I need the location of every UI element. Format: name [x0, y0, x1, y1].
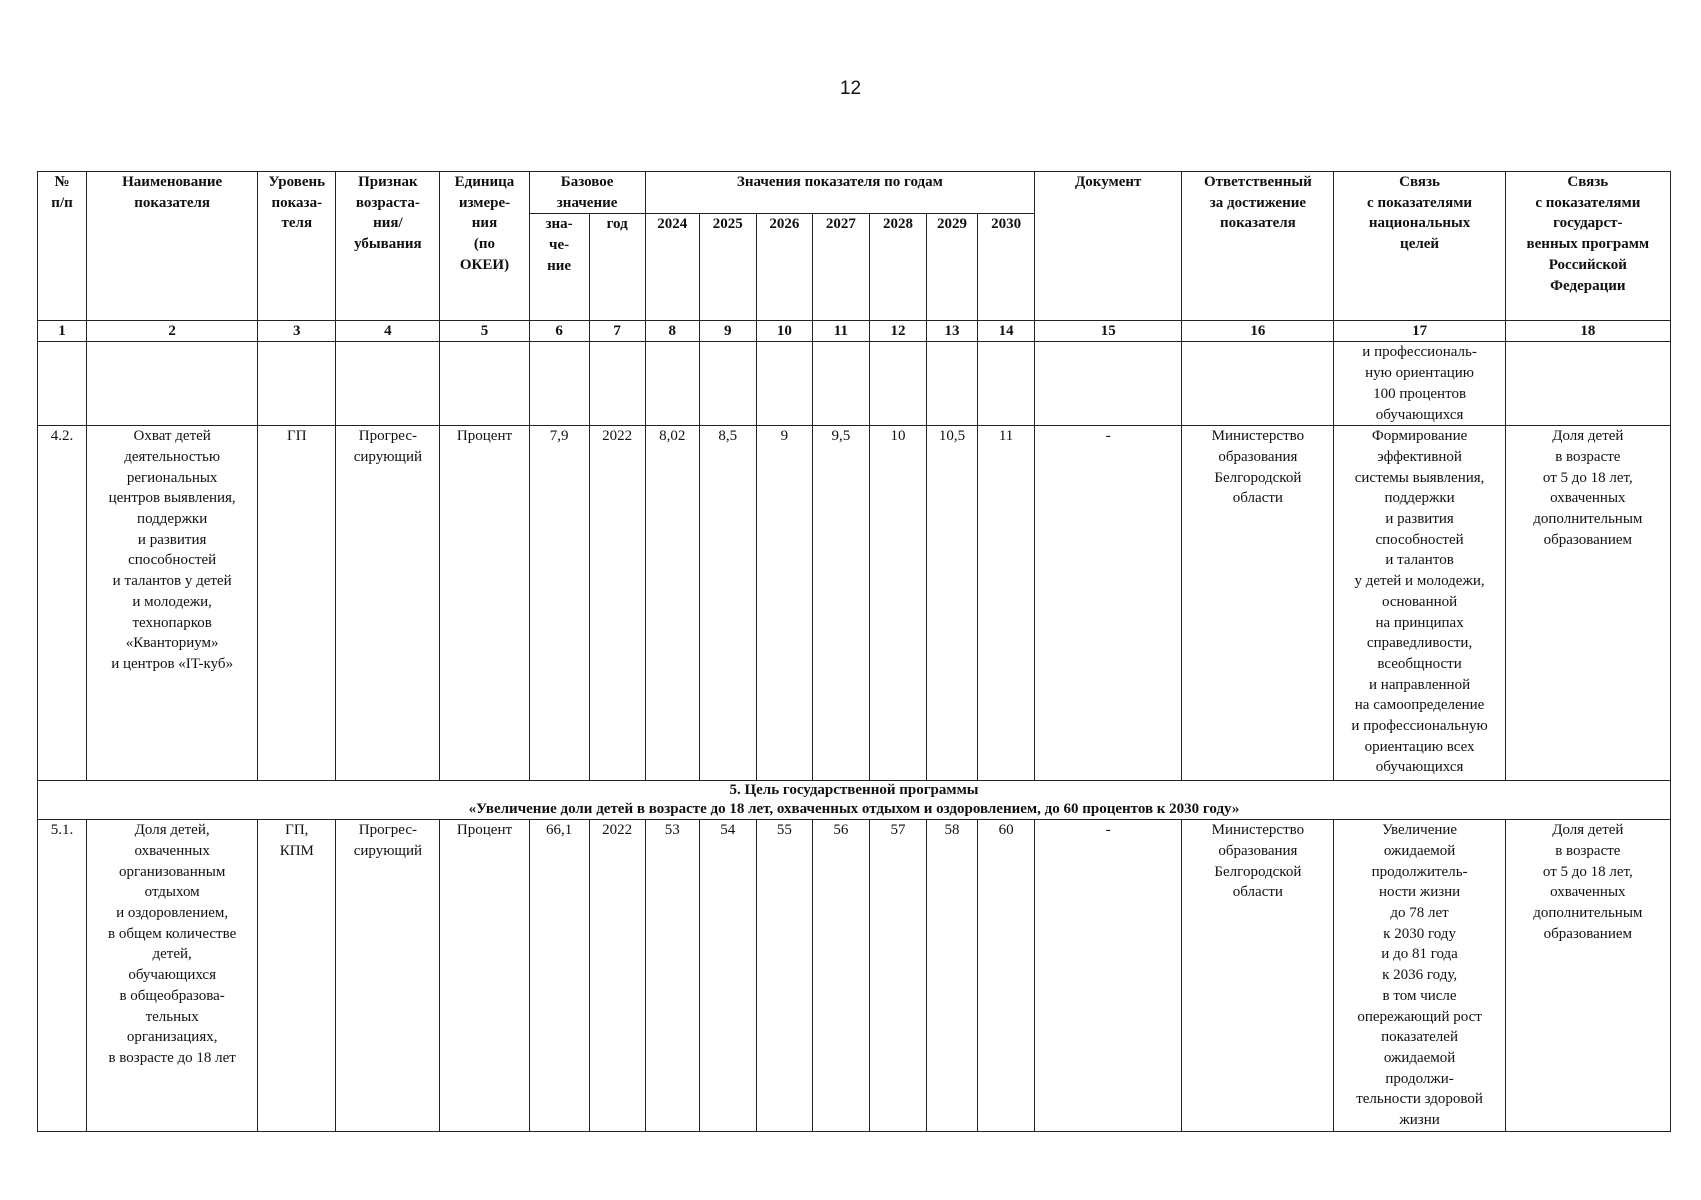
column-number: 13 [926, 321, 977, 342]
header-year: 2030 [978, 214, 1035, 321]
empty-cell [529, 342, 589, 426]
text-line: Связь [1399, 174, 1440, 190]
header-document: Документ [1035, 172, 1182, 321]
goal-description: «Увеличение доли детей в возрасте до 18 лет, охваченных отдыхом и оздоровлением, до 60 процентов к 2030 году» [468, 801, 1240, 818]
text-line: Базовое [560, 174, 614, 190]
text-line: Прогрес- [358, 822, 417, 839]
text-line: от 5 до 18 лет, [1542, 863, 1633, 880]
empty-cell [440, 342, 529, 426]
text-line: ориентацию всех [1364, 738, 1475, 755]
text-line: в возрасте [1555, 842, 1621, 859]
text-line: основанной [1381, 593, 1458, 610]
column-number: 10 [756, 321, 812, 342]
text-line: организациях, [126, 1029, 218, 1046]
year-value: 10 [869, 426, 926, 781]
text-line: № [54, 174, 70, 190]
text-line: и развития [137, 531, 207, 548]
text-line: и профессиональную [1351, 718, 1488, 735]
column-number: 17 [1334, 321, 1505, 342]
text-line: обучающихся [1375, 759, 1464, 776]
text-line: центров выявления, [108, 490, 236, 507]
text-line: у детей и молодежи, [1354, 573, 1485, 590]
year-value: 60 [978, 820, 1035, 1132]
text-line: и оздоровлением, [116, 905, 229, 922]
year-value: 8,02 [645, 426, 699, 781]
text-line: че- [549, 237, 570, 254]
text-line: убывания [354, 236, 422, 253]
empty-cell [589, 342, 645, 426]
empty-cell [38, 342, 87, 426]
column-number: 4 [336, 321, 440, 342]
text-line: в возрасте [1555, 448, 1621, 465]
text-line: сирующий [353, 842, 423, 859]
year-value: 9,5 [812, 426, 869, 781]
header-years-group: Значения показателя по годам [645, 172, 1034, 214]
text-line: детей, [152, 946, 192, 963]
text-line: ние [547, 257, 572, 274]
year-value: 58 [926, 820, 977, 1132]
empty-cell [812, 342, 869, 426]
header-year: 2025 [699, 214, 756, 321]
text-line: 100 процентов [1373, 385, 1467, 402]
header-unit [440, 172, 529, 321]
indicator-unit: Процент [440, 820, 529, 1132]
text-line: Связь [1567, 174, 1609, 190]
year-value: 11 [978, 426, 1035, 781]
text-line: целей [1400, 236, 1440, 253]
empty-cell [756, 342, 812, 426]
text-line: Министерство [1211, 428, 1305, 445]
column-number: 6 [529, 321, 589, 342]
text-line: ности жизни [1378, 884, 1461, 901]
text-line: технопарков [132, 614, 212, 631]
text-line: и развития [1385, 511, 1454, 528]
text-line: (по [473, 236, 496, 253]
row-number: 5.1. [38, 820, 87, 1132]
text-line: обучающихся [128, 967, 216, 984]
text-line: отдыхом [144, 884, 200, 901]
row-number: 4.2. [38, 426, 87, 781]
text-line: с показателями [1535, 194, 1641, 211]
goal-section [38, 781, 1671, 820]
column-number: 8 [645, 321, 699, 342]
text-line: Признак [358, 174, 418, 190]
column-number: 1 [38, 321, 87, 342]
indicator-unit: Процент [440, 426, 529, 781]
text-line: области [1232, 884, 1283, 901]
text-line: охваченных [1550, 884, 1626, 901]
text-line: Единица [454, 174, 515, 190]
text-line: образованием [1543, 925, 1633, 942]
text-line: Белгородской [1214, 469, 1302, 486]
header-year: 2028 [869, 214, 926, 321]
text-line: показателя [134, 194, 211, 211]
year-value: 55 [756, 820, 812, 1132]
text-line: на самоопределение [1354, 697, 1485, 714]
text-line: Уровень [268, 174, 326, 190]
header-base-value [529, 214, 589, 321]
text-line: Федерации [1550, 277, 1626, 294]
column-number: 7 [589, 321, 645, 342]
column-number: 3 [258, 321, 336, 342]
text-line: ную ориентацию [1365, 365, 1474, 382]
text-line: деятельностью [124, 448, 221, 465]
national-goals-link [1334, 820, 1505, 1132]
empty-cell [926, 342, 977, 426]
text-line: региональных [126, 469, 218, 486]
column-number: 12 [869, 321, 926, 342]
text-line: ния/ [373, 215, 403, 232]
header-year: 2027 [812, 214, 869, 321]
text-line: поддержки [1384, 490, 1455, 507]
column-number: 18 [1505, 321, 1670, 342]
empty-cell [258, 342, 336, 426]
text-line: Доля детей [1552, 428, 1624, 445]
empty-cell [336, 342, 440, 426]
text-line: измере- [458, 194, 511, 211]
column-number: 14 [978, 321, 1035, 342]
text-line: ГП [287, 428, 307, 445]
text-line: охваченных [1550, 490, 1626, 507]
text-line: ГП, [285, 822, 309, 839]
text-line: организованным [118, 863, 226, 880]
responsible [1182, 820, 1334, 1132]
text-line: продолжи- [1385, 1070, 1454, 1087]
text-line: образования [1218, 448, 1298, 465]
header-trend [336, 172, 440, 321]
text-line: Наименование [122, 174, 223, 190]
empty-cell [699, 342, 756, 426]
page-number: 12 [839, 78, 862, 99]
text-line: и до 81 года [1381, 946, 1458, 963]
text-line: в том числе [1382, 987, 1457, 1004]
text-line: способностей [128, 552, 217, 569]
header-name [87, 172, 258, 321]
text-line: и молодежи, [132, 593, 212, 610]
text-line: эффективной [1377, 448, 1462, 465]
text-line: жизни [1399, 1112, 1440, 1129]
text-line: от 5 до 18 лет, [1542, 469, 1633, 486]
year-value: 8,5 [699, 426, 756, 781]
empty-cell [978, 342, 1035, 426]
text-line: продолжитель- [1371, 863, 1468, 880]
text-line: тельности здоровой [1356, 1091, 1483, 1108]
year-value: 10,5 [926, 426, 977, 781]
text-line: и талантов у детей [112, 573, 232, 590]
text-line: значение [556, 194, 618, 211]
indicator-trend [336, 820, 440, 1132]
table-row [38, 820, 1671, 1132]
text-line: государст- [1553, 215, 1623, 232]
text-line: образования [1218, 842, 1298, 859]
text-line: области [1232, 490, 1283, 507]
text-line: ния [471, 215, 498, 232]
text-line: охваченных [134, 842, 210, 859]
empty-cell [1182, 342, 1334, 426]
text-line: к 2030 году [1383, 925, 1456, 942]
text-line: «Кванториум» [125, 635, 219, 652]
empty-cell [869, 342, 926, 426]
text-line: ОКЕИ) [459, 256, 510, 273]
header-year: 2026 [756, 214, 812, 321]
text-line: способностей [1375, 531, 1464, 548]
year-value: 54 [699, 820, 756, 1132]
empty-cell [1035, 342, 1182, 426]
state-programs-link [1505, 820, 1670, 1132]
empty-cell [645, 342, 699, 426]
document: - [1035, 426, 1182, 781]
text-line: к 2036 году, [1382, 967, 1458, 984]
header-year: 2024 [645, 214, 699, 321]
responsible [1182, 426, 1334, 781]
text-line: справедливости, [1366, 635, 1473, 652]
base-value: 7,9 [529, 426, 589, 781]
text-line: на принципах [1375, 614, 1464, 631]
indicator-level [258, 426, 336, 781]
header-national-goals [1334, 172, 1505, 321]
text-line: дополнительным [1533, 905, 1643, 922]
goal-section-row [38, 781, 1671, 820]
text-line: ожидаемой [1383, 842, 1456, 859]
text-line: показателей [1381, 1029, 1458, 1046]
header-base-group [529, 172, 645, 214]
goal-title: 5. Цель государственной программы [729, 782, 979, 799]
text-line: Министерство [1211, 822, 1305, 839]
text-line: Российской [1548, 256, 1627, 273]
text-line: теля [281, 215, 313, 232]
indicator-name [87, 820, 258, 1132]
national-goals-link [1334, 426, 1505, 781]
text-line: Увеличение [1382, 822, 1458, 839]
text-line: и профессиональ- [1362, 344, 1477, 361]
document: - [1035, 820, 1182, 1132]
text-line: ожидаемой [1383, 1049, 1456, 1066]
header-row-top [38, 172, 1671, 214]
text-line: п/п [51, 194, 73, 211]
text-line: показателя [1220, 215, 1296, 232]
header-level [258, 172, 336, 321]
column-number: 15 [1035, 321, 1182, 342]
header-year: 2029 [926, 214, 977, 321]
text-line: в возрасте до 18 лет [108, 1049, 236, 1066]
column-number: 9 [699, 321, 756, 342]
header-state-programs [1505, 172, 1670, 321]
text-line: и направленной [1369, 676, 1471, 693]
empty-cell [1505, 342, 1670, 426]
text-line: и центров «IT-куб» [111, 655, 234, 672]
year-value: 9 [756, 426, 812, 781]
continuation-national-goals [1334, 342, 1505, 426]
text-line: возраста- [355, 194, 420, 211]
year-value: 56 [812, 820, 869, 1132]
text-line: всеобщности [1377, 655, 1462, 672]
text-line: системы выявления, [1354, 469, 1485, 486]
text-line: обучающихся [1375, 406, 1464, 423]
text-line: КПМ [279, 842, 314, 859]
column-numbers-row [38, 321, 1671, 342]
text-line: Белгородской [1214, 863, 1302, 880]
empty-cell [87, 342, 258, 426]
column-number: 11 [812, 321, 869, 342]
text-line: Ответственный [1203, 174, 1312, 190]
text-line: венных программ [1526, 236, 1650, 253]
header-base-year: год [589, 214, 645, 321]
text-line: образованием [1543, 531, 1633, 548]
text-line: за достижение [1209, 194, 1307, 211]
column-number: 16 [1182, 321, 1334, 342]
header-num [38, 172, 87, 321]
text-line: показа- [271, 194, 323, 211]
text-line: Формирование [1371, 428, 1468, 445]
text-line: до 78 лет [1390, 905, 1449, 922]
text-line: и талантов [1385, 552, 1454, 569]
base-year: 2022 [589, 820, 645, 1132]
year-value: 57 [869, 820, 926, 1132]
indicator-name [87, 426, 258, 781]
indicators-table [37, 171, 1671, 1132]
indicator-level [258, 820, 336, 1132]
continuation-row [38, 342, 1671, 426]
header-responsible [1182, 172, 1334, 321]
column-number: 2 [87, 321, 258, 342]
text-line: Прогрес- [358, 428, 417, 445]
table-row [38, 426, 1671, 781]
text-line: Доля детей [1552, 822, 1624, 839]
text-line: Доля детей, [134, 822, 210, 839]
base-value: 66,1 [529, 820, 589, 1132]
text-line: в общем количестве [108, 925, 237, 942]
text-line: опережающий рост [1357, 1008, 1482, 1025]
column-number: 5 [440, 321, 529, 342]
text-line: дополнительным [1533, 511, 1643, 528]
text-line: зна- [545, 216, 573, 233]
text-line: с показателями [1367, 194, 1473, 211]
text-line: тельных [145, 1008, 199, 1025]
indicator-trend [336, 426, 440, 781]
text-line: поддержки [137, 511, 208, 528]
text-line: в общеобразова- [119, 987, 225, 1004]
base-year: 2022 [589, 426, 645, 781]
state-programs-link [1505, 426, 1670, 781]
text-line: Охват детей [133, 428, 211, 445]
text-line: сирующий [353, 448, 423, 465]
year-value: 53 [645, 820, 699, 1132]
text-line: национальных [1368, 215, 1471, 232]
